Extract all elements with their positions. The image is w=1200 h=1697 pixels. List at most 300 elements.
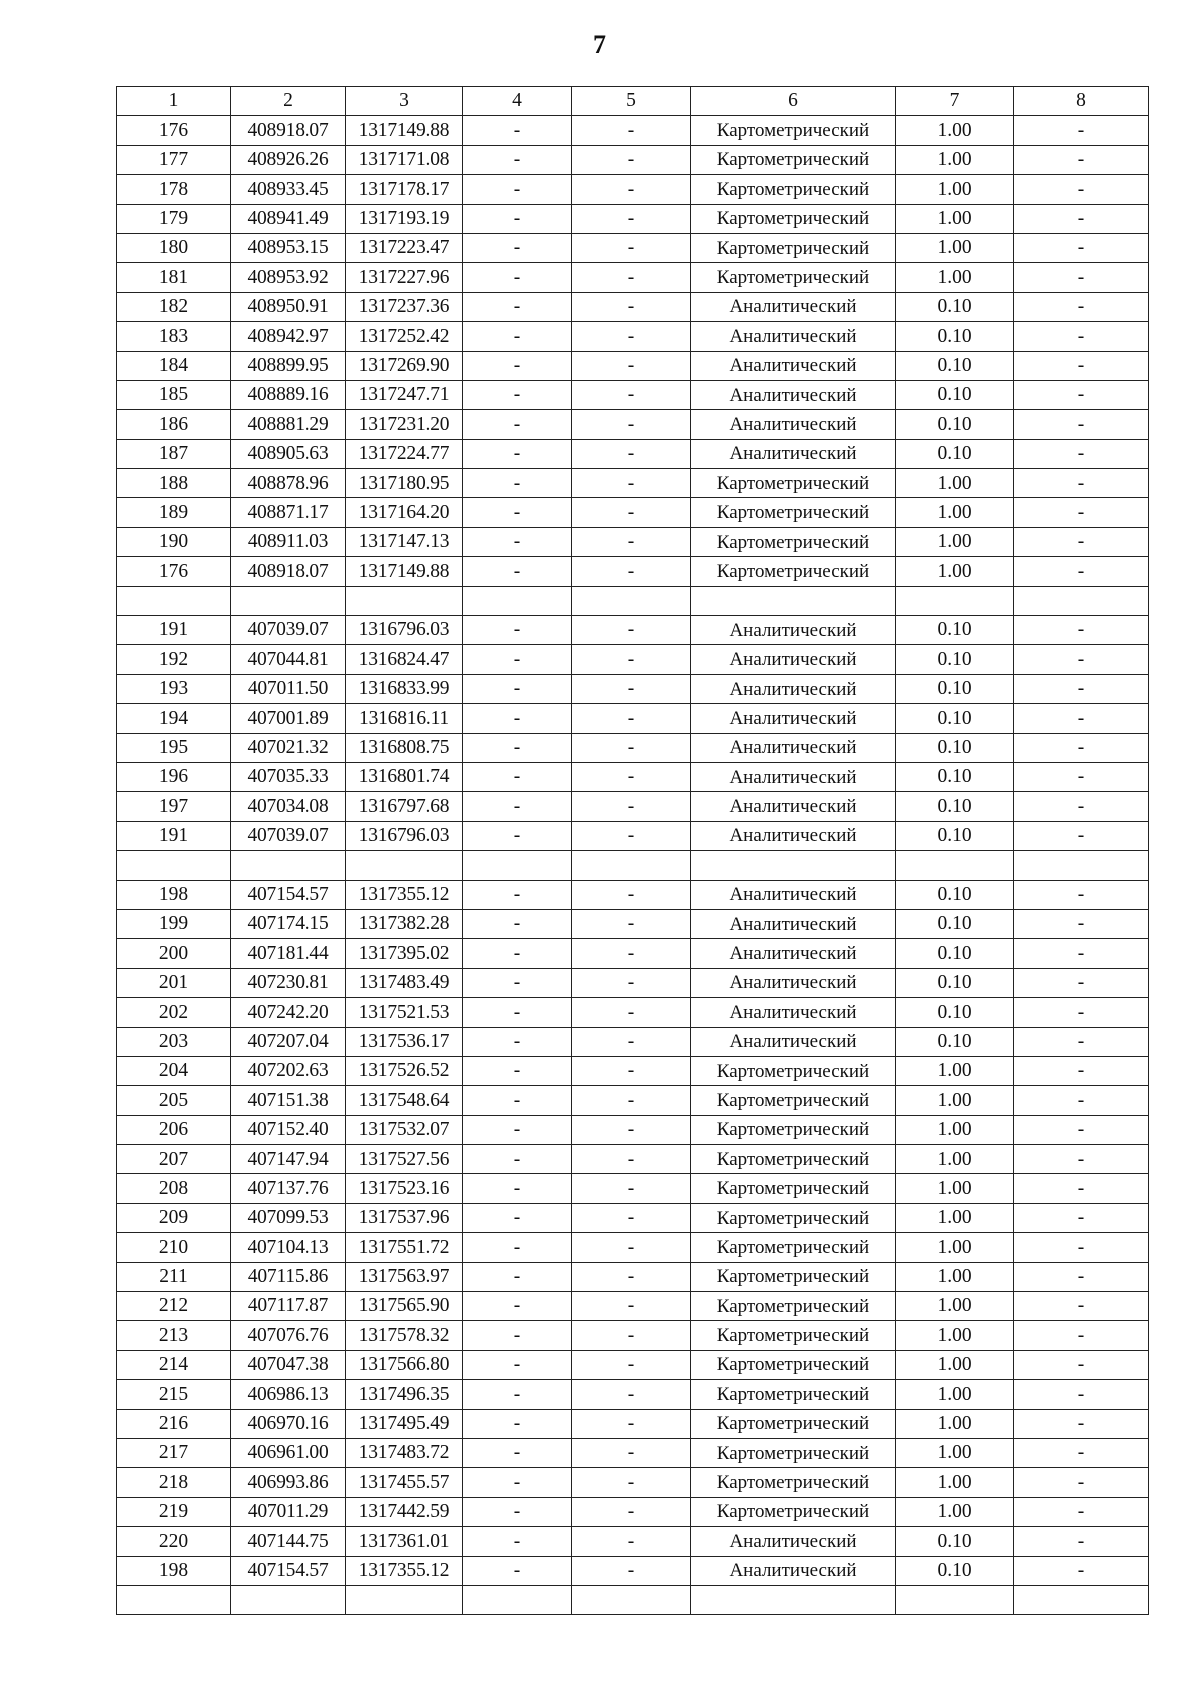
cell-y-coordinate: 1317223.47: [346, 233, 463, 262]
cell-col-5: -: [572, 1468, 691, 1497]
cell-y-coordinate: 1317566.80: [346, 1350, 463, 1379]
cell-col-8: -: [1014, 1262, 1149, 1291]
cell-col-8: -: [1014, 351, 1149, 380]
cell-y-coordinate: 1317252.42: [346, 322, 463, 351]
cell-point-number: 193: [117, 674, 231, 703]
cell-point-number: 203: [117, 1027, 231, 1056]
cell-col-8: -: [1014, 1027, 1149, 1056]
cell-accuracy: 0.10: [896, 792, 1014, 821]
cell-method: Картометрический: [691, 1497, 896, 1526]
table-row: [117, 733, 1149, 762]
cell-col-5: -: [572, 351, 691, 380]
cell-y-coordinate: 1317355.12: [346, 1556, 463, 1585]
cell-y-coordinate: 1317361.01: [346, 1527, 463, 1556]
cell-y-coordinate: 1316833.99: [346, 674, 463, 703]
cell-x-coordinate: 408926.26: [231, 145, 346, 174]
table-row: [117, 1027, 1149, 1056]
cell-col-8: -: [1014, 1086, 1149, 1115]
cell-col-5: -: [572, 116, 691, 145]
cell-x-coordinate: 408953.92: [231, 263, 346, 292]
table-row: [117, 351, 1149, 380]
cell-accuracy: 1.00: [896, 1145, 1014, 1174]
cell-col-5: -: [572, 175, 691, 204]
cell-col-4: -: [463, 322, 572, 351]
cell-accuracy: 1.00: [896, 1262, 1014, 1291]
cell-x-coordinate: 407001.89: [231, 704, 346, 733]
cell-x-coordinate: 407035.33: [231, 762, 346, 791]
cell-y-coordinate: 1317269.90: [346, 351, 463, 380]
cell-accuracy: [896, 851, 1014, 880]
cell-y-coordinate: 1317565.90: [346, 1292, 463, 1321]
cell-col-4: -: [463, 1350, 572, 1379]
cell-y-coordinate: 1317247.71: [346, 380, 463, 409]
cell-point-number: 185: [117, 380, 231, 409]
cell-col-5: -: [572, 645, 691, 674]
cell-method: Аналитический: [691, 674, 896, 703]
cell-method: Аналитический: [691, 322, 896, 351]
cell-y-coordinate: 1317355.12: [346, 880, 463, 909]
cell-point-number: [117, 586, 231, 615]
cell-accuracy: 0.10: [896, 1556, 1014, 1585]
cell-col-8: -: [1014, 557, 1149, 586]
cell-x-coordinate: 408899.95: [231, 351, 346, 380]
cell-col-5: -: [572, 322, 691, 351]
cell-col-4: -: [463, 1468, 572, 1497]
cell-accuracy: 1.00: [896, 1203, 1014, 1232]
page-number: 7: [593, 30, 607, 59]
table-row: [117, 1203, 1149, 1232]
table-row: [117, 263, 1149, 292]
cell-x-coordinate: 407115.86: [231, 1262, 346, 1291]
cell-y-coordinate: 1316816.11: [346, 704, 463, 733]
cell-col-4: -: [463, 880, 572, 909]
cell-x-coordinate: 407044.81: [231, 645, 346, 674]
cell-y-coordinate: 1317548.64: [346, 1086, 463, 1115]
column-header-3: 3: [346, 87, 463, 116]
cell-col-5: -: [572, 1174, 691, 1203]
cell-accuracy: 0.10: [896, 704, 1014, 733]
cell-col-5: -: [572, 263, 691, 292]
cell-y-coordinate: 1316824.47: [346, 645, 463, 674]
table-row: [117, 880, 1149, 909]
cell-y-coordinate: 1317171.08: [346, 145, 463, 174]
cell-point-number: 178: [117, 175, 231, 204]
cell-x-coordinate: 408889.16: [231, 380, 346, 409]
table-row: [117, 1527, 1149, 1556]
cell-method: Картометрический: [691, 1380, 896, 1409]
cell-x-coordinate: 407207.04: [231, 1027, 346, 1056]
cell-col-5: -: [572, 821, 691, 850]
cell-col-4: -: [463, 1233, 572, 1262]
cell-accuracy: 1.00: [896, 557, 1014, 586]
cell-method: Картометрический: [691, 1115, 896, 1144]
table-row: [117, 116, 1149, 145]
cell-col-4: -: [463, 792, 572, 821]
cell-method: Картометрический: [691, 498, 896, 527]
cell-y-coordinate: [346, 1585, 463, 1614]
cell-x-coordinate: 407099.53: [231, 1203, 346, 1232]
cell-accuracy: 0.10: [896, 821, 1014, 850]
cell-col-4: -: [463, 998, 572, 1027]
cell-accuracy: 1.00: [896, 175, 1014, 204]
cell-col-8: -: [1014, 1497, 1149, 1526]
cell-col-5: -: [572, 1145, 691, 1174]
cell-col-5: -: [572, 909, 691, 938]
cell-col-4: -: [463, 1027, 572, 1056]
cell-col-5: -: [572, 498, 691, 527]
cell-col-8: -: [1014, 1468, 1149, 1497]
cell-accuracy: 0.10: [896, 674, 1014, 703]
cell-col-5: -: [572, 733, 691, 762]
cell-col-4: -: [463, 1262, 572, 1291]
cell-y-coordinate: 1316801.74: [346, 762, 463, 791]
cell-method: Аналитический: [691, 762, 896, 791]
cell-accuracy: 1.00: [896, 1409, 1014, 1438]
cell-accuracy: 0.10: [896, 880, 1014, 909]
cell-col-4: -: [463, 821, 572, 850]
cell-col-4: -: [463, 380, 572, 409]
cell-x-coordinate: 407104.13: [231, 1233, 346, 1262]
cell-col-5: -: [572, 204, 691, 233]
cell-col-4: -: [463, 175, 572, 204]
cell-col-8: -: [1014, 527, 1149, 556]
cell-col-8: -: [1014, 704, 1149, 733]
cell-col-4: -: [463, 1086, 572, 1115]
cell-col-4: -: [463, 1556, 572, 1585]
cell-method: Картометрический: [691, 1409, 896, 1438]
cell-method: Картометрический: [691, 1262, 896, 1291]
cell-point-number: 189: [117, 498, 231, 527]
cell-method: Аналитический: [691, 1027, 896, 1056]
cell-col-5: -: [572, 1409, 691, 1438]
cell-col-4: -: [463, 1292, 572, 1321]
cell-y-coordinate: 1317521.53: [346, 998, 463, 1027]
cell-col-4: -: [463, 1380, 572, 1409]
cell-x-coordinate: 407174.15: [231, 909, 346, 938]
cell-y-coordinate: 1317382.28: [346, 909, 463, 938]
cell-point-number: 182: [117, 292, 231, 321]
cell-method: Картометрический: [691, 263, 896, 292]
cell-point-number: 202: [117, 998, 231, 1027]
cell-point-number: 212: [117, 1292, 231, 1321]
cell-method: Картометрический: [691, 1292, 896, 1321]
cell-col-5: [572, 586, 691, 615]
cell-col-5: [572, 851, 691, 880]
cell-method: Картометрический: [691, 116, 896, 145]
cell-y-coordinate: 1317149.88: [346, 116, 463, 145]
cell-point-number: 216: [117, 1409, 231, 1438]
cell-accuracy: 1.00: [896, 1086, 1014, 1115]
cell-point-number: 218: [117, 1468, 231, 1497]
table-row: [117, 145, 1149, 174]
cell-col-5: -: [572, 292, 691, 321]
cell-col-8: -: [1014, 821, 1149, 850]
cell-col-8: -: [1014, 1233, 1149, 1262]
cell-accuracy: 0.10: [896, 410, 1014, 439]
cell-accuracy: 0.10: [896, 733, 1014, 762]
cell-col-4: [463, 1585, 572, 1614]
cell-x-coordinate: 408881.29: [231, 410, 346, 439]
cell-method: Аналитический: [691, 645, 896, 674]
cell-col-8: -: [1014, 968, 1149, 997]
cell-y-coordinate: 1317537.96: [346, 1203, 463, 1232]
cell-accuracy: 0.10: [896, 909, 1014, 938]
cell-accuracy: 1.00: [896, 1438, 1014, 1467]
cell-col-4: -: [463, 116, 572, 145]
cell-method: Аналитический: [691, 733, 896, 762]
cell-col-8: -: [1014, 439, 1149, 468]
cell-col-5: [572, 1585, 691, 1614]
cell-x-coordinate: 407039.07: [231, 821, 346, 850]
table-row: [117, 469, 1149, 498]
table-row: [117, 1233, 1149, 1262]
cell-col-8: [1014, 1585, 1149, 1614]
cell-point-number: 214: [117, 1350, 231, 1379]
cell-col-4: -: [463, 1527, 572, 1556]
cell-x-coordinate: 407034.08: [231, 792, 346, 821]
cell-method: Аналитический: [691, 909, 896, 938]
cell-method: Картометрический: [691, 1233, 896, 1262]
cell-method: [691, 1585, 896, 1614]
cell-col-5: -: [572, 439, 691, 468]
cell-col-8: -: [1014, 1056, 1149, 1085]
cell-col-4: -: [463, 704, 572, 733]
cell-method: Картометрический: [691, 1086, 896, 1115]
cell-accuracy: [896, 586, 1014, 615]
cell-accuracy: 0.10: [896, 998, 1014, 1027]
cell-accuracy: 0.10: [896, 939, 1014, 968]
cell-point-number: [117, 851, 231, 880]
cell-col-4: -: [463, 616, 572, 645]
cell-accuracy: 1.00: [896, 233, 1014, 262]
cell-point-number: 197: [117, 792, 231, 821]
cell-y-coordinate: 1316797.68: [346, 792, 463, 821]
cell-col-4: -: [463, 1497, 572, 1526]
cell-accuracy: 0.10: [896, 616, 1014, 645]
cell-col-8: -: [1014, 263, 1149, 292]
cell-y-coordinate: 1317532.07: [346, 1115, 463, 1144]
cell-point-number: 177: [117, 145, 231, 174]
cell-col-8: -: [1014, 233, 1149, 262]
cell-method: Аналитический: [691, 792, 896, 821]
cell-col-4: [463, 851, 572, 880]
cell-col-8: [1014, 586, 1149, 615]
cell-y-coordinate: 1317551.72: [346, 1233, 463, 1262]
cell-x-coordinate: 408871.17: [231, 498, 346, 527]
cell-method: Аналитический: [691, 998, 896, 1027]
cell-col-4: -: [463, 762, 572, 791]
cell-point-number: 215: [117, 1380, 231, 1409]
cell-method: Картометрический: [691, 204, 896, 233]
cell-point-number: 220: [117, 1527, 231, 1556]
cell-col-8: -: [1014, 175, 1149, 204]
cell-col-8: -: [1014, 1409, 1149, 1438]
cell-accuracy: 1.00: [896, 1056, 1014, 1085]
table-row: [117, 1497, 1149, 1526]
table-row: [117, 1115, 1149, 1144]
cell-y-coordinate: 1317526.52: [346, 1056, 463, 1085]
cell-method: Аналитический: [691, 704, 896, 733]
cell-point-number: 210: [117, 1233, 231, 1262]
cell-col-8: -: [1014, 674, 1149, 703]
table-row: [117, 909, 1149, 938]
cell-col-4: -: [463, 645, 572, 674]
cell-x-coordinate: 407181.44: [231, 939, 346, 968]
cell-method: Картометрический: [691, 1145, 896, 1174]
cell-method: Картометрический: [691, 233, 896, 262]
cell-col-5: -: [572, 1056, 691, 1085]
table-row: [117, 322, 1149, 351]
table-row: [117, 939, 1149, 968]
cell-col-5: -: [572, 145, 691, 174]
cell-col-5: -: [572, 792, 691, 821]
cell-col-5: -: [572, 998, 691, 1027]
cell-y-coordinate: 1317483.72: [346, 1438, 463, 1467]
cell-point-number: 209: [117, 1203, 231, 1232]
cell-col-5: -: [572, 1556, 691, 1585]
table-row: [117, 498, 1149, 527]
cell-point-number: 191: [117, 821, 231, 850]
cell-col-5: -: [572, 1086, 691, 1115]
column-header-1: 1: [117, 87, 231, 116]
cell-col-5: -: [572, 233, 691, 262]
cell-method: Картометрический: [691, 1203, 896, 1232]
cell-point-number: 211: [117, 1262, 231, 1291]
cell-method: Аналитический: [691, 1556, 896, 1585]
cell-col-5: -: [572, 380, 691, 409]
cell-point-number: 194: [117, 704, 231, 733]
cell-col-8: -: [1014, 1321, 1149, 1350]
cell-x-coordinate: [231, 851, 346, 880]
cell-col-8: -: [1014, 410, 1149, 439]
cell-col-5: -: [572, 1027, 691, 1056]
cell-col-8: -: [1014, 498, 1149, 527]
cell-col-5: -: [572, 616, 691, 645]
table-row-separator: [117, 851, 1149, 880]
cell-col-8: -: [1014, 145, 1149, 174]
cell-x-coordinate: 408911.03: [231, 527, 346, 556]
cell-method: Аналитический: [691, 380, 896, 409]
table-row: [117, 616, 1149, 645]
cell-method: Аналитический: [691, 616, 896, 645]
table-row: [117, 1556, 1149, 1585]
table-row: [117, 380, 1149, 409]
cell-col-8: [1014, 851, 1149, 880]
column-header-7: 7: [896, 87, 1014, 116]
cell-col-4: -: [463, 733, 572, 762]
cell-method: Картометрический: [691, 1468, 896, 1497]
cell-point-number: 201: [117, 968, 231, 997]
cell-accuracy: 1.00: [896, 1174, 1014, 1203]
table-row: [117, 1056, 1149, 1085]
cell-method: Картометрический: [691, 527, 896, 556]
cell-x-coordinate: 407117.87: [231, 1292, 346, 1321]
cell-point-number: 206: [117, 1115, 231, 1144]
cell-point-number: 204: [117, 1056, 231, 1085]
cell-x-coordinate: 407047.38: [231, 1350, 346, 1379]
cell-accuracy: 1.00: [896, 469, 1014, 498]
cell-x-coordinate: 408941.49: [231, 204, 346, 233]
table-row: [117, 1086, 1149, 1115]
cell-x-coordinate: 407230.81: [231, 968, 346, 997]
cell-y-coordinate: 1317147.13: [346, 527, 463, 556]
cell-col-4: -: [463, 527, 572, 556]
cell-y-coordinate: 1317180.95: [346, 469, 463, 498]
cell-col-4: -: [463, 1145, 572, 1174]
cell-y-coordinate: 1317227.96: [346, 263, 463, 292]
cell-y-coordinate: 1317563.97: [346, 1262, 463, 1291]
table-body: [117, 116, 1149, 1615]
cell-col-4: -: [463, 1056, 572, 1085]
table-row: [117, 1262, 1149, 1291]
cell-y-coordinate: 1317442.59: [346, 1497, 463, 1526]
cell-col-4: -: [463, 498, 572, 527]
cell-accuracy: [896, 1585, 1014, 1614]
table-row: [117, 1292, 1149, 1321]
cell-y-coordinate: 1317395.02: [346, 939, 463, 968]
table-row: [117, 439, 1149, 468]
cell-col-4: -: [463, 939, 572, 968]
cell-y-coordinate: 1317483.49: [346, 968, 463, 997]
table-row: [117, 1438, 1149, 1467]
cell-y-coordinate: 1316796.03: [346, 821, 463, 850]
cell-y-coordinate: 1317178.17: [346, 175, 463, 204]
column-header-4: 4: [463, 87, 572, 116]
cell-col-8: -: [1014, 1556, 1149, 1585]
cell-col-8: -: [1014, 880, 1149, 909]
table-row-separator: [117, 586, 1149, 615]
table-row: [117, 1350, 1149, 1379]
cell-x-coordinate: 407011.50: [231, 674, 346, 703]
cell-col-8: -: [1014, 116, 1149, 145]
cell-col-4: -: [463, 1409, 572, 1438]
cell-col-4: -: [463, 1203, 572, 1232]
cell-accuracy: 1.00: [896, 1292, 1014, 1321]
cell-point-number: 205: [117, 1086, 231, 1115]
cell-point-number: 213: [117, 1321, 231, 1350]
cell-x-coordinate: 407151.38: [231, 1086, 346, 1115]
cell-x-coordinate: 408933.45: [231, 175, 346, 204]
cell-point-number: 179: [117, 204, 231, 233]
cell-accuracy: 0.10: [896, 380, 1014, 409]
cell-x-coordinate: 407154.57: [231, 1556, 346, 1585]
cell-accuracy: 1.00: [896, 498, 1014, 527]
column-header-8: 8: [1014, 87, 1149, 116]
cell-y-coordinate: 1317523.16: [346, 1174, 463, 1203]
table-row: [117, 821, 1149, 850]
cell-point-number: 198: [117, 880, 231, 909]
cell-point-number: 176: [117, 557, 231, 586]
cell-col-4: -: [463, 1115, 572, 1144]
cell-x-coordinate: 407011.29: [231, 1497, 346, 1526]
cell-point-number: 183: [117, 322, 231, 351]
table-row: [117, 1174, 1149, 1203]
cell-col-5: -: [572, 880, 691, 909]
coordinates-table: [116, 86, 1149, 1615]
cell-col-4: -: [463, 263, 572, 292]
cell-point-number: 176: [117, 116, 231, 145]
cell-col-8: -: [1014, 939, 1149, 968]
cell-x-coordinate: 407202.63: [231, 1056, 346, 1085]
cell-col-5: -: [572, 557, 691, 586]
cell-col-5: -: [572, 1262, 691, 1291]
cell-x-coordinate: 406961.00: [231, 1438, 346, 1467]
table-row: [117, 175, 1149, 204]
table-row: [117, 1321, 1149, 1350]
cell-x-coordinate: 407242.20: [231, 998, 346, 1027]
cell-method: Картометрический: [691, 1438, 896, 1467]
cell-col-4: -: [463, 410, 572, 439]
